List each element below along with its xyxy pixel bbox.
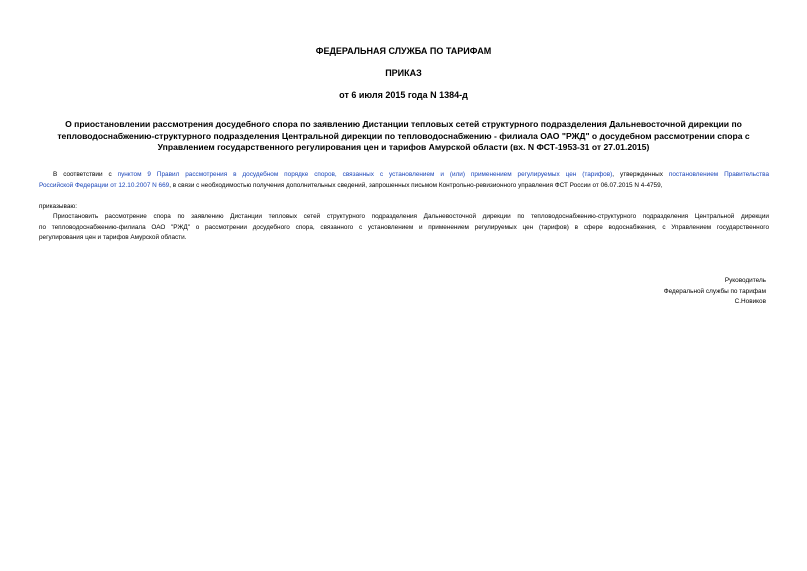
document-title xyxy=(40,119,767,154)
preamble-line xyxy=(39,170,769,181)
decision-line: Приостановить рассмотрение спора по заявлению Дистанции тепловых сетей структурного подразделения Дальневосточной дирекции по тепловодоснабжению-структурного подразделения Центральной дирекции xyxy=(53,213,769,220)
resolution-link-cont[interactable]: Российской Федерации от 12.10.2007 N 669 xyxy=(39,181,170,189)
document-date-number: от 6 июля 2015 года N 1384-д xyxy=(339,90,468,100)
resolution-link[interactable]: постановлением Правительства xyxy=(668,171,770,178)
order-word: приказываю: xyxy=(39,203,77,210)
signatory-org: Федеральной службы по тарифам xyxy=(663,287,766,295)
preamble-text: , в связи с необходимостью получения дополнительных сведений, запрошенных письмом Контрольно-ревизионного управления ФСТ России от 06.07.2015 N 4-4759, xyxy=(169,181,663,189)
title-line: тепловодоснабжению-структурного подразделения Центральной дирекции по тепловодоснабжению - филиала ОАО "РЖД" о досудебном рассмотрении спора с xyxy=(57,130,750,141)
title-line: Управлением государственного регулирования цен и тарифов Амурской области (вх. N ФСТ-1953-31 от 27.01.2015) xyxy=(157,142,650,152)
signatory-position: Руководитель xyxy=(724,277,766,284)
order-word-paragraph xyxy=(39,202,769,213)
signatory-name: С.Новиков xyxy=(734,298,766,305)
preamble-text: В соответствии с xyxy=(53,171,118,178)
title-line: О приостановлении рассмотрения досудебного спора по заявлению Дистанции тепловых сетей структурного подразделения Дальневосточной дирекции по xyxy=(65,119,742,129)
decision-line: регулирования цен и тарифов Амурской области. xyxy=(39,234,187,241)
decision-line: по тепловодоснабжению-филиала ОАО "РЖД" о рассмотрении досудебного спора, связанного с установлением и применением регулируемых цен (тарифов) в сфере водоснабжения, с Управлением государственного xyxy=(39,223,769,231)
preamble-text: , утвержденных xyxy=(612,171,669,178)
preamble-line xyxy=(39,181,769,192)
agency-name: ФЕДЕРАЛЬНАЯ СЛУЖБА ПО ТАРИФАМ xyxy=(315,46,492,56)
document-type: ПРИКАЗ xyxy=(385,68,422,78)
signature-block xyxy=(664,276,766,308)
preamble-paragraph xyxy=(39,170,769,191)
rules-link[interactable]: пунктом 9 Правил рассмотрения в досудебном порядке споров, связанных с установлением и (или) применением регулируемых цен (тарифов) xyxy=(117,171,613,178)
decision-paragraph xyxy=(39,212,769,244)
